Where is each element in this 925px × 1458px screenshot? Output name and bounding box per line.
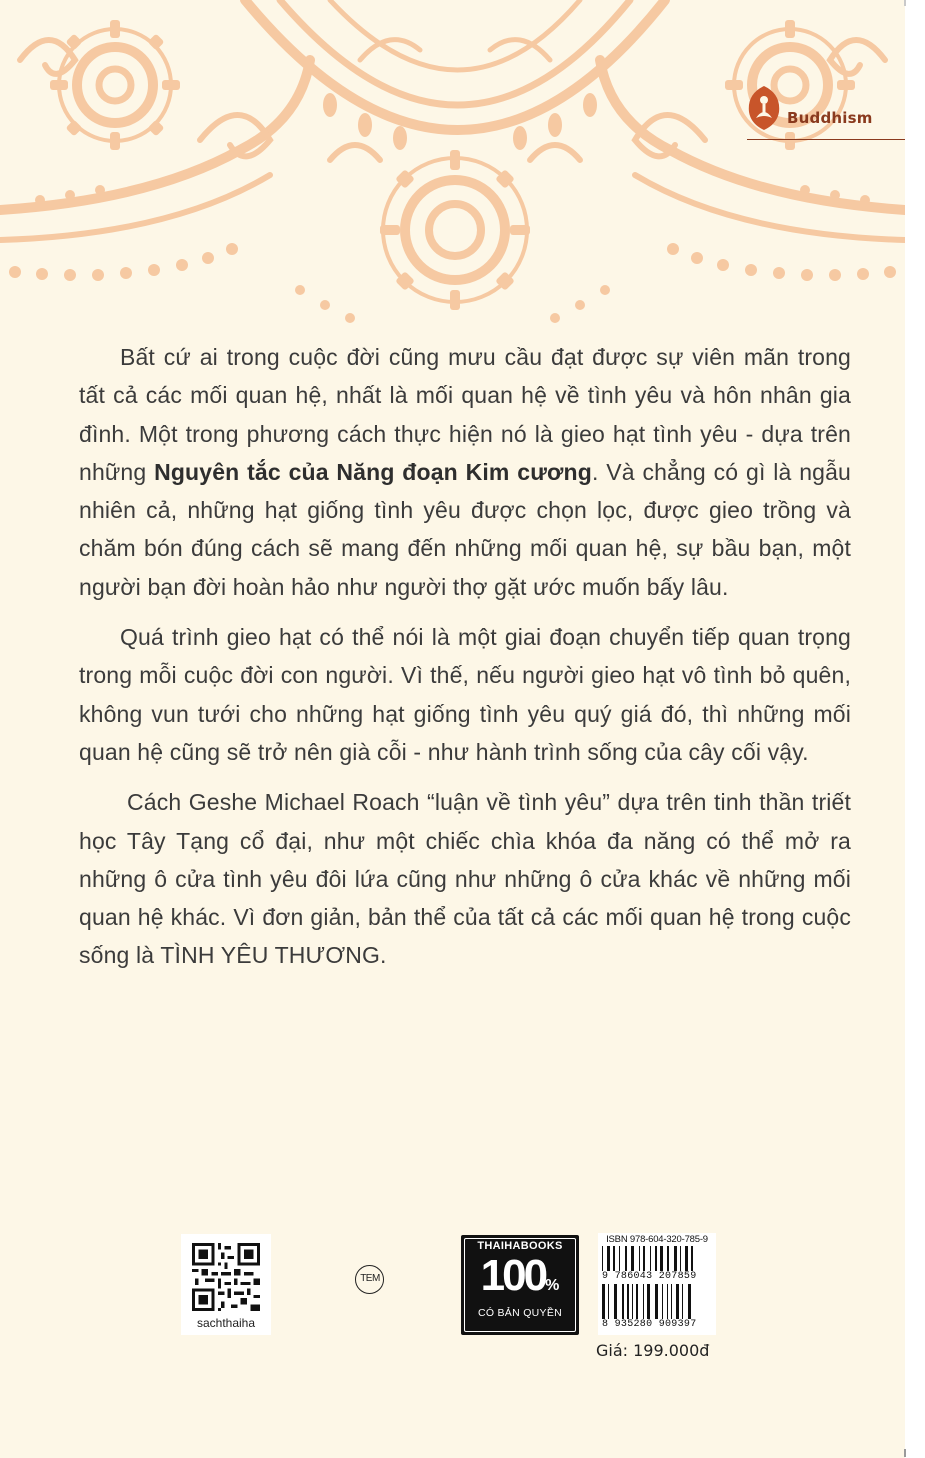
mandala-ornament — [0, 0, 905, 340]
qr-code-image — [192, 1243, 260, 1311]
isbn-barcode — [598, 1233, 716, 1335]
page-edge — [905, 0, 925, 1458]
brand-divider — [747, 139, 905, 140]
copyright-publisher: THAIHABOOKS — [477, 1240, 563, 1252]
trim-mark-bottom — [904, 1449, 906, 1457]
blurb — [79, 338, 851, 987]
bodhi-leaf-meditator-icon — [747, 80, 781, 132]
ean-isbn-digits: 9 786043 207859 — [602, 1271, 697, 1282]
copyright-percent: 100% — [480, 1251, 560, 1300]
tem-stamp — [355, 1265, 385, 1295]
brand-name: Buddhism — [787, 109, 873, 127]
qr-label: sachthaiha — [196, 1316, 256, 1330]
blurb-highlight: Nguyên tắc của Năng đoạn Kim cương — [154, 458, 592, 485]
blurb-paragraph-3: Cách Geshe Michael Roach “luận về tình yêu” dựa trên tinh thần triết học Tây Tạng cổ đại, như một chiếc chìa khóa đa năng có thể mở ra những ô cửa tình yêu đôi lứa cũng như những ô cửa khác về những mối quan hệ khác. Vì đơn giản, bản thể của tất cả các mối quan hệ trong cuộc sống là TÌNH YÊU THƯƠNG. — [79, 789, 851, 969]
copyright-badge — [461, 1235, 579, 1335]
trim-mark-top — [904, 0, 906, 6]
publisher-brand — [747, 80, 905, 142]
price: Giá: 199.000đ — [596, 1341, 710, 1360]
ean-product-digits: 8 935280 909397 — [602, 1319, 697, 1330]
tem-label: TEM — [360, 1273, 380, 1284]
isbn-number: ISBN 978-604-320-785-9 — [606, 1234, 708, 1245]
blurb-paragraph-1: Bất cứ ai trong cuộc đời cũng mưu cầu đạt được sự viên mãn trong tất cả các mối quan hệ, nhất là mối quan hệ về tình yêu và hôn nhân gia đình. Một trong phương cách thực hiện nó là gieo hạt tình yêu - dựa trên những Nguyên tắc của Năng đoạn Kim cương. Và chẳng có gì là ngẫu nhiên cả, những hạt giống tình yêu được chọn lọc, được gieo trồng và chăm bón đúng cách sẽ mang đến những mối quan hệ, sự bầu bạn, một người bạn đời hoàn hảo như người thợ gặt ước muốn bấy lâu. — [79, 344, 851, 600]
copyright-label: CÓ BẢN QUYỀN — [477, 1307, 563, 1319]
blurb-paragraph-2: Quá trình gieo hạt có thể nói là một giai đoạn chuyển tiếp quan trọng trong mỗi cuộc đời con người. Vì thế, nếu người gieo hạt vô tình bỏ quên, không vun tưới cho những hạt giống tình yêu quý giá đó, thì những mối quan hệ cũng sẽ trở nên già cỗi - như hành trình sống của cây cối vậy. — [79, 624, 851, 765]
qr-code[interactable] — [181, 1234, 271, 1335]
